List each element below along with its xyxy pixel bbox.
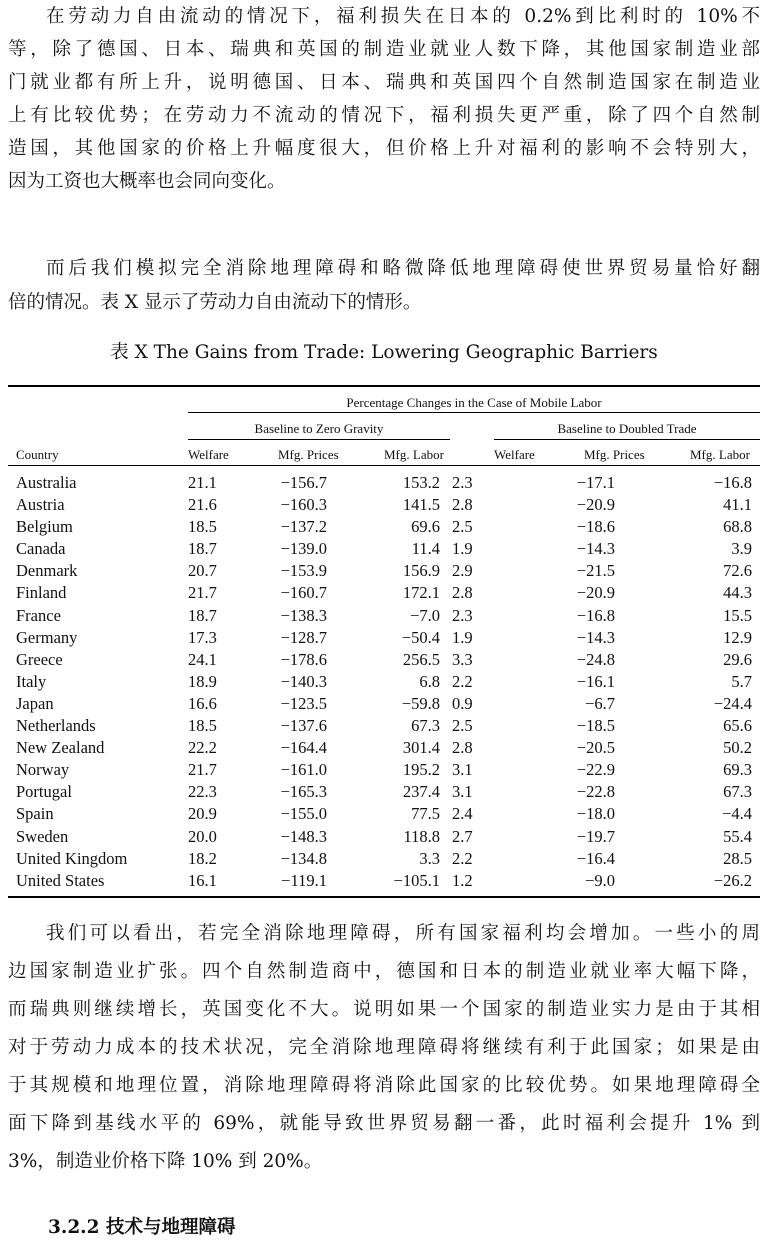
text-line: 而瑞典则继续增长，英国变化不大。说明如果一个国家的制造业实力是由于其相 [8,999,760,1020]
value-cell: 21.7 [188,760,217,780]
table-row [8,693,760,715]
value-cell: −153.9 [280,561,327,581]
country-cell: France [16,605,61,625]
value-cell: 17.3 [188,627,217,647]
country-cell: Spain [16,804,54,824]
value-cell: −160.7 [280,583,327,603]
value-cell: 16.6 [188,693,217,713]
value-cell: 1.9 [452,627,473,647]
table-row [8,803,760,825]
text-line: 等，除了德国、日本、瑞典和英国的制造业就业人数下降，其他国家制造业部 [8,39,760,60]
value-cell: 12.9 [723,627,752,647]
value-cell: 20.9 [188,804,217,824]
group-header-right: Baseline to Doubled Trade [557,421,697,436]
value-cell: −50.4 [401,627,440,647]
value-cell: −14.3 [576,539,615,559]
value-cell: 2.3 [452,605,473,625]
country-cell: New Zealand [16,738,105,758]
country-cell: Australia [16,473,77,492]
value-cell: −14.3 [576,627,615,647]
value-cell: 2.9 [452,561,473,581]
value-cell: 6.8 [419,671,440,691]
value-cell: −139.0 [280,539,327,559]
country-cell: Italy [16,671,47,691]
column-header-country: Country [16,447,59,462]
value-cell: 2.2 [452,848,473,868]
value-cell: −105.1 [393,870,440,890]
table-row [8,582,760,604]
value-cell: 2.7 [452,826,473,846]
value-cell: −134.8 [280,848,327,868]
value-cell: 156.9 [402,561,440,581]
value-cell: −4.4 [722,804,752,824]
value-cell: 3.3 [419,848,440,868]
value-cell: 41.1 [723,495,752,515]
value-cell: 77.5 [411,804,440,824]
value-cell: −156.7 [280,473,327,492]
value-cell: 24.1 [188,649,217,669]
value-cell: −137.6 [280,716,327,736]
value-cell: 11.4 [411,539,440,559]
value-cell: −140.3 [280,671,327,691]
value-cell: −24.8 [576,649,615,669]
value-cell: −21.5 [576,561,615,581]
column-header-mfg-prices: Mfg. Prices [278,447,339,462]
text-line: 我们可以看出，若完全消除地理障碍，所有国家福利均会增加。一些小的周 [46,923,760,944]
value-cell: 68.8 [723,517,752,537]
table-row [8,560,760,582]
table-bottom-rule [8,896,760,898]
country-cell: Belgium [16,517,73,537]
column-header-rule [8,465,760,466]
value-cell: 21.7 [188,583,217,603]
value-cell: 50.2 [723,738,752,758]
value-cell: 237.4 [402,782,440,802]
text-line: 3%，制造业价格下降 10% 到 20%。 [8,1151,323,1172]
country-cell: Canada [16,539,66,559]
text-line: 对于劳动力成本的技术状况，完全消除地理障碍将继续有利于此国家；如果是由 [8,1037,760,1058]
country-cell: Greece [16,649,63,669]
value-cell: −20.5 [576,738,615,758]
country-cell: United States [16,870,105,890]
value-cell: 118.8 [403,826,440,846]
value-cell: 18.5 [188,716,217,736]
value-cell: 28.5 [723,848,752,868]
value-cell: 22.3 [188,782,217,802]
country-cell: Germany [16,627,78,647]
table-row [8,627,760,649]
country-cell: Portugal [16,782,72,802]
value-cell: 16.1 [188,870,217,890]
value-cell: −18.6 [576,517,615,537]
group-right-rule [494,439,760,440]
value-cell: 1.9 [452,539,473,559]
text-line: 造国，其他国家的价格上升幅度很大，但价格上升对福利的影响不会特别大， [8,138,760,159]
country-cell: Netherlands [16,716,96,736]
table-row [8,516,760,538]
value-cell: 195.2 [402,760,440,780]
value-cell: 2.4 [452,804,473,824]
table-top-rule [8,385,760,387]
country-cell: Austria [16,495,65,515]
table-row [8,538,760,560]
value-cell: 2.8 [452,583,473,603]
value-cell: −161.0 [280,760,327,780]
table-caption: 表 X The Gains from Trade: Lowering Geographic Barriers [110,342,658,363]
table-row [8,781,760,803]
value-cell: −16.8 [576,605,615,625]
value-cell: 153.2 [402,473,440,492]
table-row [8,870,760,892]
value-cell: −6.7 [585,693,615,713]
value-cell: −19.7 [576,826,615,846]
value-cell: 67.3 [723,782,752,802]
value-cell: 18.9 [188,671,217,691]
table-row [8,826,760,848]
value-cell: −17.1 [576,473,615,492]
value-cell: −148.3 [280,826,327,846]
value-cell: −22.9 [576,760,615,780]
column-header-welfare: Welfare [188,447,229,462]
value-cell: −178.6 [280,649,327,669]
value-cell: −155.0 [280,804,327,824]
value-cell: −20.9 [576,495,615,515]
value-cell: 67.3 [411,716,440,736]
value-cell: 21.1 [188,473,217,492]
group-header-left: Baseline to Zero Gravity [254,421,384,436]
value-cell: 3.1 [452,760,473,780]
value-cell: 2.8 [452,738,473,758]
value-cell: 0.9 [452,693,473,713]
value-cell: −160.3 [280,495,327,515]
value-cell: 18.2 [188,848,217,868]
group-left-rule [188,439,450,440]
value-cell: −9.0 [585,870,615,890]
super-header-rule [188,412,760,413]
value-cell: 18.7 [188,605,217,625]
value-cell: 18.7 [188,539,217,559]
table-row [8,737,760,759]
value-cell: 2.8 [452,495,473,515]
table-row [8,649,760,671]
value-cell: 20.0 [188,826,217,846]
value-cell: 18.5 [188,517,217,537]
column-header-mfg-prices-2: Mfg. Prices [584,447,645,462]
value-cell: 3.9 [731,539,752,559]
value-cell: 2.2 [452,671,473,691]
value-cell: −7.0 [410,605,440,625]
text-line: 因为工资也大概率也会同向变化。 [8,171,286,192]
value-cell: −165.3 [280,782,327,802]
column-header-welfare-2: Welfare [494,447,535,462]
value-cell: 5.7 [731,671,752,691]
value-cell: −18.5 [576,716,615,736]
text-line: 在劳动力自由流动的情况下，福利损失在日本的 0.2%到比利时的 10%不 [46,6,760,27]
table-row [8,759,760,781]
value-cell: 21.6 [188,495,217,515]
section-heading: 3.2.2 技术与地理障碍 [48,1217,236,1238]
value-cell: 2.5 [452,517,473,537]
text-line: 上有比较优势；在劳动力不流动的情况下，福利损失更严重，除了四个自然制 [8,105,760,126]
value-cell: −26.2 [713,870,752,890]
value-cell: 301.4 [402,738,440,758]
value-cell: 2.5 [452,716,473,736]
value-cell: 72.6 [723,561,752,581]
text-line: 面下降到基线水平的 69%，就能导致世界贸易翻一番，此时福利会提升 1% 到 [8,1113,760,1134]
table-row [8,848,760,870]
column-header-mfg-labor-2: Mfg. Labor [690,447,750,462]
value-cell: −16.4 [576,848,615,868]
table-row [8,671,760,693]
value-cell: −16.1 [576,671,615,691]
value-cell: 22.2 [188,738,217,758]
value-cell: 44.3 [723,583,752,603]
text-line: 而后我们模拟完全消除地理障碍和略微降低地理障碍使世界贸易量恰好翻 [46,258,760,279]
value-cell: −59.8 [401,693,440,713]
country-cell: Sweden [16,826,69,846]
value-cell: 2.3 [452,473,473,492]
value-cell: 15.5 [723,605,752,625]
super-header: Percentage Changes in the Case of Mobile Labor [346,395,602,410]
text-line: 倍的情况。表 X 显示了劳动力自由流动下的情形。 [8,292,422,313]
value-cell: 256.5 [402,649,440,669]
text-line: 边国家制造业扩张。四个自然制造商中，德国和日本的制造业就业率大幅下降， [8,961,760,982]
value-cell: −18.0 [576,804,615,824]
value-cell: 69.6 [411,517,440,537]
country-cell: Denmark [16,561,78,581]
value-cell: 172.1 [402,583,440,603]
value-cell: 3.1 [452,782,473,802]
value-cell: 3.3 [452,649,473,669]
text-line: 门就业都有所上升，说明德国、日本、瑞典和英国四个自然制造国家在制造业 [8,72,760,93]
value-cell: −164.4 [280,738,327,758]
table-row [8,605,760,627]
value-cell: −128.7 [280,627,327,647]
country-cell: Norway [16,760,70,780]
value-cell: 29.6 [723,649,752,669]
value-cell: −138.3 [280,605,327,625]
value-cell: 141.5 [402,495,440,515]
country-cell: Japan [16,693,54,713]
value-cell: −24.4 [713,693,752,713]
value-cell: 1.2 [452,870,473,890]
column-header-mfg-labor: Mfg. Labor [384,447,444,462]
table-row [8,715,760,737]
value-cell: −16.8 [713,473,752,492]
value-cell: −20.9 [576,583,615,603]
value-cell: 69.3 [723,760,752,780]
value-cell: −22.8 [576,782,615,802]
value-cell: −123.5 [280,693,327,713]
table-row [8,472,760,494]
gains-from-trade-table [8,472,760,892]
value-cell: 65.6 [723,716,752,736]
text-line: 于其规模和地理位置，消除地理障碍将消除此国家的比较优势。如果地理障碍全 [8,1075,760,1096]
value-cell: 55.4 [723,826,752,846]
value-cell: −137.2 [280,517,327,537]
country-cell: United Kingdom [16,848,128,868]
value-cell: −119.1 [281,870,327,890]
table-row [8,494,760,516]
country-cell: Finland [16,583,67,603]
value-cell: 20.7 [188,561,217,581]
